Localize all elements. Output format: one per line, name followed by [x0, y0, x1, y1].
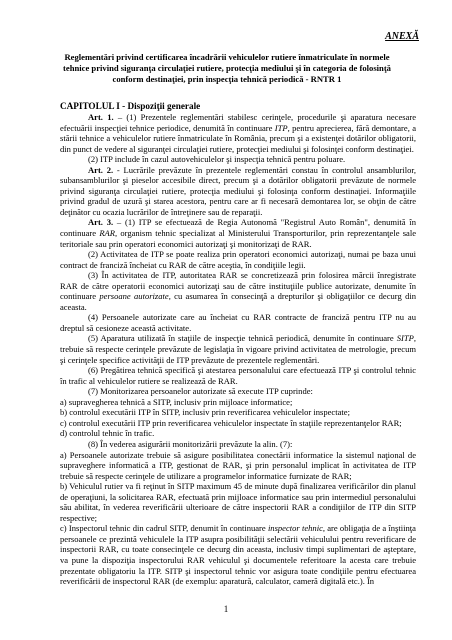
list-item: b) Vehiculul rutier va fi reţinut în SITP maximum 45 de minute după finalizarea verificărilor din planul de operaţiuni, la solicitarea RAR, efectuată prin mijloace informatice sau prin intermediul personalului său abilitat, în vederea reverificării ulterioare de către inspectorii RAR a condiţiilor de ITP din SITP respective; [60, 481, 416, 523]
term-itp: ITP [274, 122, 288, 133]
chapter-heading: CAPITOLUL I - Dispoziţii generale [60, 101, 201, 111]
text-run: – (1) ITP se efectuează de Regia Autonomă "Registrul Auto Român", denumită în continuare [60, 217, 416, 239]
article-1-paragraph-2: (2) ITP include în cazul autovehiculelor şi inspecţia tehnică pentru poluare. [88, 154, 346, 165]
list-item [60, 523, 416, 586]
list-item: c) controlul executării ITP prin reverificarea vehiculelor inspectate în staţiile reprezentanţelor RAR; [60, 417, 402, 428]
article-3-paragraph-5 [60, 333, 416, 365]
list-item: a) Persoanele autorizate trebuie să asigure posibilitatea conectării informatice la sistemul naţional de supraveghere informatică a ITP, gestionat de RAR, şi prin personalul implicat în activitatea de ITP trebuie să respecte cerinţele de utilizare a programelor informatice furnizate de RAR; [60, 449, 416, 481]
text-run: , organism tehnic specializat al Ministerului Transporturilor, prin reprezentanţele sale teritoriale sau prin operatori economici autorizaţi şi monitorizaţi de RAR. [60, 228, 416, 249]
text-run: (5) Aparatura utilizată în staţiile de inspecţie tehnică periodică, denumite în continuare [88, 333, 397, 344]
text-run: , are obligaţia de a înştiinţa persoanele ce prezintă vehiculele la ITP asupra posibilităţii selectării vehiculului pentru reverificare de inspectorii RAR, cu toate consecinţele ce decurg din aceasta, inclusiv timpi suplimentari de aşteptare, va pune la dispoziţia inspectorului RAR vehiculul şi documentele referitoare la acesta care trebuie prezentate obligatoriu la ITP. SITP şi inspectorul tehnic vor asigura toate condiţiile pentru efectuarea reverificării de inspectorul RAR (de exemplu: aparatură, calculator, cameră digitală etc.). În [60, 523, 416, 587]
article-3-paragraph-6: (6) Pregătirea tehnică specifică şi atestarea personalului care efectuează ITP şi controlul tehnic în trafic al vehiculelor rutiere se realizează de RAR. [60, 365, 416, 386]
page-number: 1 [223, 604, 229, 614]
article-3-paragraph-8: (8) În vederea asigurării monitorizării prevăzute la alin. (7): [88, 438, 293, 449]
text-run: (3) În activitatea de ITP, autoritatea RAR se concretizează prin folosirea mărcii înregistrate RAR de către operatorii economici autorizaţi sau de către instituţiile publice autorizate, denumite în continuare [60, 270, 416, 302]
text-run: , trebuie să respecte cerinţele prevăzute de legislaţia în vigoare privind activitatea de metrologie, precum şi cerinţele specifice activităţii de ITP prevăzute de prezentele reglementări. [60, 333, 416, 365]
list-item: d) controlul tehnic în trafic. [60, 428, 155, 439]
article-2 [60, 165, 416, 218]
article-3-label: Art. 3. [88, 217, 114, 228]
text-run: , pentru aprecierea, fără demontare, a stării tehnice a vehiculelor rutiere înmatriculate în România, precum şi a existenţei dotărilor obligatorii, din punct de vedere al siguranţei circulaţiei rutiere, protecţiei mediului şi folosinţei conform destinaţiei. [60, 122, 416, 154]
article-1-label: Art. 1. [88, 112, 114, 122]
text-run: - Lucrările prevăzute în prezentele reglementări constau în controlul ansamblurilor, subansamblurilor şi pieselor accesibile direct, precum şi a dotărilor obligatorii prevăzute de normele privind siguranţa circulaţiei rutiere, protecţia mediului şi folosinţa conform destinaţiei. Informaţiile privind gradul de uzură şi starea acestora, pentru care ar fi necesară demontarea lor, se obţin de către deţinător cu ocazia lucrărilor de întreţinere sau de reparaţii. [60, 164, 416, 217]
text-run: , cu asumarea în consecinţă a drepturilor şi obligaţiilor ce decurg din aceasta. [60, 291, 416, 312]
article-3-paragraph-3 [60, 270, 416, 312]
term-persoane-autorizate: persoane autorizate [99, 291, 169, 302]
article-3-paragraph-2: (2) Activitatea de ITP se poate realiza prin operatori economici autorizaţi, numai pe baza unui contract de franciză încheiat cu RAR de către aceştia, în condiţiile legii. [60, 249, 416, 270]
text-run: c) Inspectorul tehnic din cadrul SITP, denumit în continuare [60, 523, 268, 534]
text-run: – (1) Prezentele reglementări stabilesc cerinţele, procedurile şi aparatura necesare efectuării inspecţiei tehnice periodice, denumită în continuare [60, 112, 417, 133]
article-1-paragraph-1 [60, 112, 416, 154]
term-rar: RAR [99, 228, 115, 239]
article-3-paragraph-7: (7) Monitorizarea persoanelor autorizate să execute ITP cuprinde: [88, 386, 313, 397]
annex-label: ANEXĂ [385, 31, 419, 42]
document-body [60, 112, 416, 587]
article-2-label: Art. 2. [88, 164, 114, 175]
term-sitp: SITP [396, 333, 414, 344]
article-3-paragraph-4: (4) Persoanele autorizate care au încheiat cu RAR contracte de franciză pentru ITP nu au dreptul să cesioneze această activitate. [60, 312, 416, 333]
document-title: Reglementări privind certificarea încadrării vehiculelor rutiere înmatriculate în normele tehnice privind siguranţa circulaţiei rutiere, protecţia mediului şi în categoria de folosinţă conform destinaţiei, prin inspecţia tehnică periodică - RNTR 1 [63, 52, 391, 84]
list-item: a) supravegherea tehnică a SITP, inclusiv prin mijloace informatice; [60, 396, 293, 407]
term-inspector-tehnic: inspector tehnic [267, 523, 323, 534]
list-item: b) controlul executării ITP în SITP, inclusiv prin reverificarea vehiculelor inspectate; [60, 407, 350, 418]
article-3-paragraph-1 [60, 217, 416, 249]
